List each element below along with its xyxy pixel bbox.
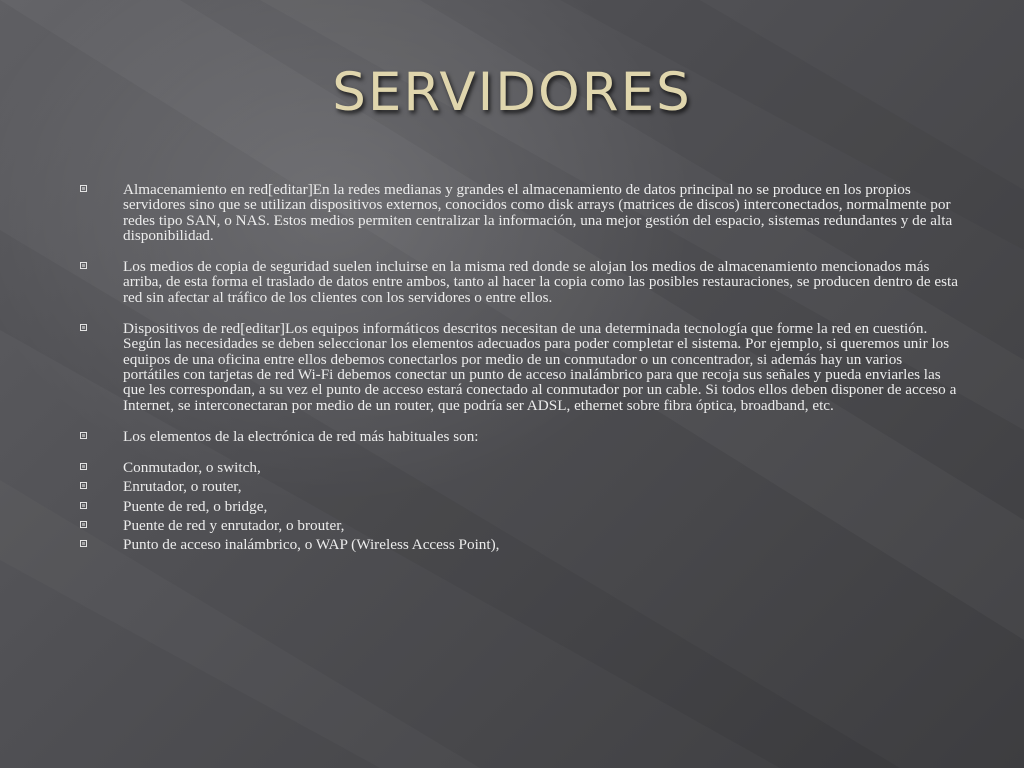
square-bullet-icon — [80, 521, 87, 528]
list-item — [80, 460, 960, 475]
bullet-paragraph — [80, 259, 960, 305]
list-item-text: Enrutador, o router, — [123, 478, 242, 496]
list-item-text: Conmutador, o switch, — [123, 459, 261, 477]
slide-title: SERVIDORES — [332, 62, 692, 123]
list-item — [80, 479, 960, 494]
bullet-paragraph — [80, 182, 960, 243]
square-bullet-icon — [80, 185, 87, 192]
list-item — [80, 499, 960, 514]
list-item — [80, 537, 960, 552]
square-bullet-icon — [80, 432, 87, 439]
list-item-text: Puente de red, o bridge, — [123, 497, 268, 515]
paragraph-text: Los medios de copia de seguridad suelen incluirse en la misma red donde se alojan los medios de almacenamiento mencionados más arriba, de esta forma el traslado de datos entre ambos, tanto al hacer la copia como las posibles restauraciones, se producen dentro de esta red sin afectar al tráfico de los clientes con los servidores o entre ellos. — [123, 258, 958, 306]
square-bullet-icon — [80, 324, 87, 331]
paragraph-text: Dispositivos de red[editar]Los equipos informáticos descritos necesitan de una determinada tecnología que forme la red en cuestión. Según las necesidades se deben seleccionar los elementos adecuados para poder completar el sistema. Por ejemplo, si queremos unir los equipos de una oficina entre ellos debemos conectarlos por medio de un conmutador o un concentrador, si además hay un varios portátiles con tarjetas de red Wi-Fi debemos conectar un punto de acceso inalámbrico para que recoja sus señales y pueda enviarles las que les correspondan, a su vez el punto de acceso estará conectado al conmutador por un cable. Si todos ellos deben disponer de acceso a Internet, se interconectaran por medio de un router, que podría ser ADSL, ethernet sobre fibra óptica, broadband, etc. — [123, 320, 957, 414]
paragraph-text: Los elementos de la electrónica de red más habituales son: — [123, 427, 479, 445]
list-item-text: Punto de acceso inalámbrico, o WAP (Wireless Access Point), — [123, 536, 500, 554]
square-bullet-icon — [80, 540, 87, 547]
paragraph-text: Almacenamiento en red[editar]En la redes medianas y grandes el almacenamiento de datos principal no se produce en los propios servidores sino que se utilizan dispositivos externos, conocidos como disk arrays (matrices de discos) interconectados, normalmente por redes tipo SAN, o NAS. Estos medios permiten centralizar la información, una mejor gestión del espacio, sistemas redundantes y de alta disponibilidad. — [123, 181, 953, 244]
square-bullet-icon — [80, 463, 87, 470]
slide-body — [80, 182, 960, 557]
square-bullet-icon — [80, 482, 87, 489]
bullet-paragraph — [80, 321, 960, 413]
list-item-text: Puente de red y enrutador, o brouter, — [123, 517, 345, 535]
square-bullet-icon — [80, 502, 87, 509]
list-item — [80, 518, 960, 533]
bullet-paragraph — [80, 429, 960, 444]
square-bullet-icon — [80, 262, 87, 269]
